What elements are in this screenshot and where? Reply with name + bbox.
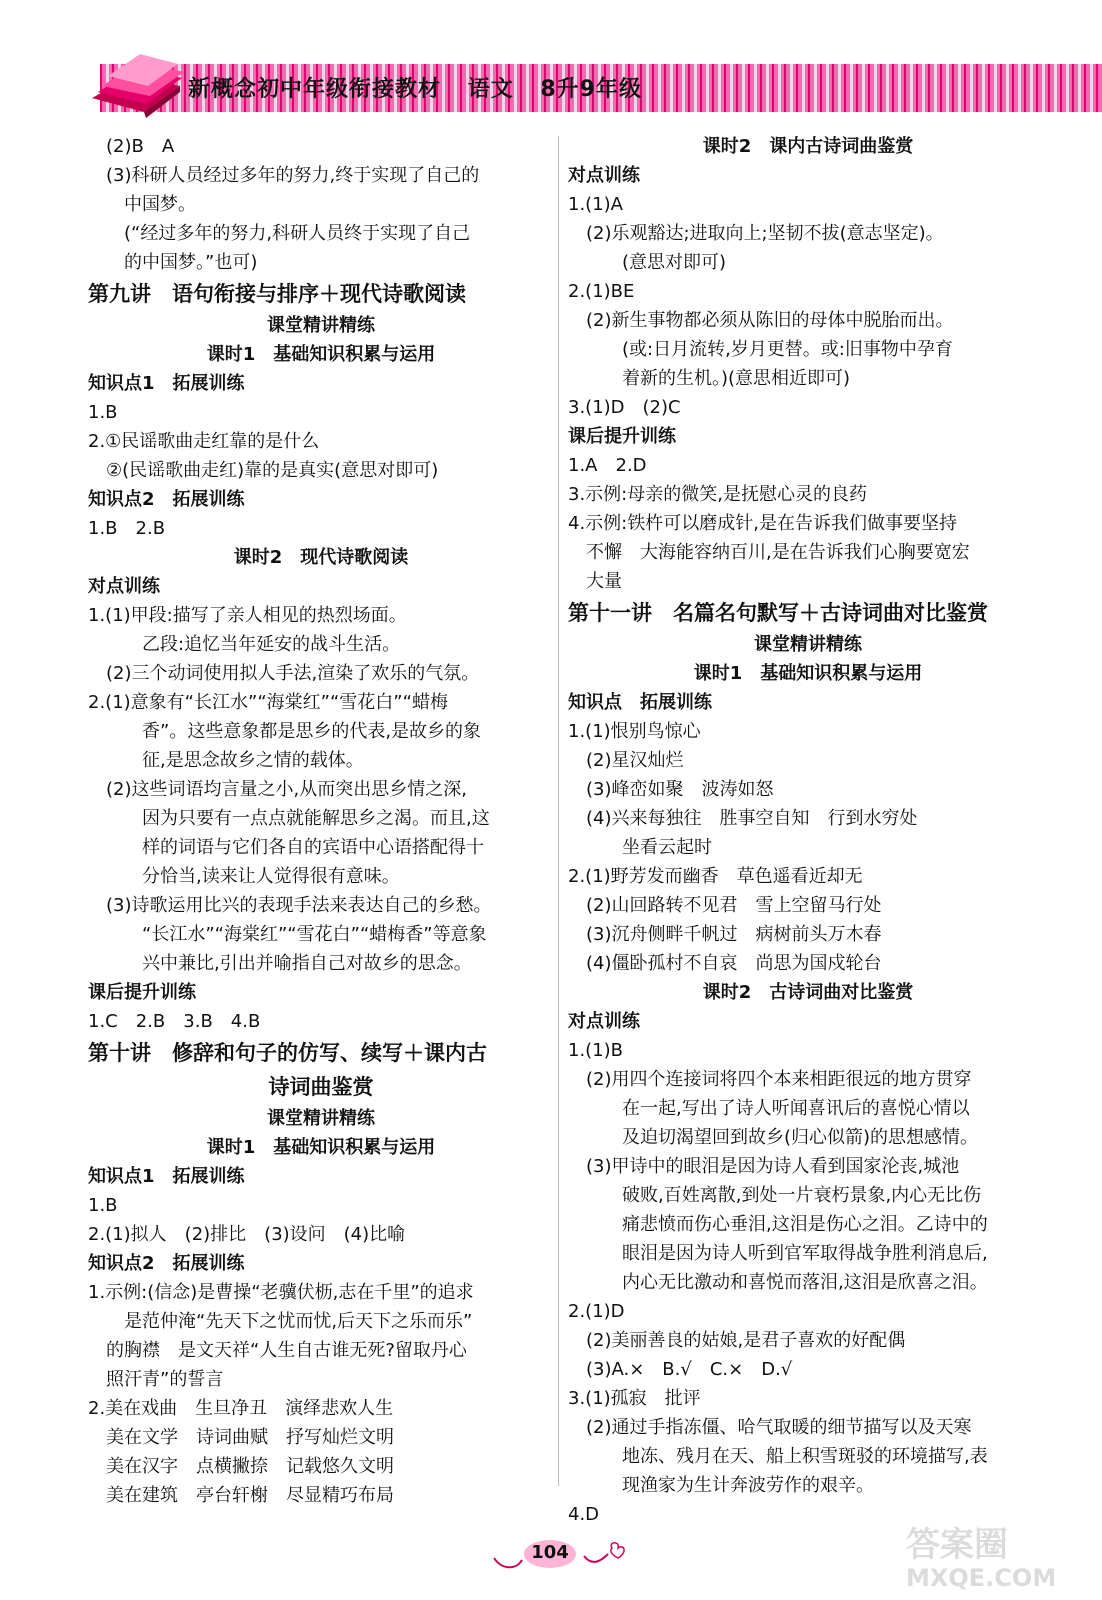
- answer-line: 是范仲淹“先天下之忧而忧,后天下之乐而乐”: [124, 1311, 473, 1332]
- header-title: [188, 72, 660, 103]
- answer-line: 在一起,写出了诗人听闻喜讯后的喜悦心情以: [622, 1098, 970, 1119]
- exercise-heading: 知识点2 拓展训练: [88, 489, 245, 510]
- answer-line: 1.(1)甲段:描写了亲人相见的热烈场面。: [88, 605, 407, 626]
- column-divider: [558, 136, 559, 1486]
- lecture-heading: 第十一讲 名篇名句默写＋古诗词曲对比鉴赏: [568, 601, 988, 625]
- answer-line: (2)星汉灿烂: [586, 750, 684, 771]
- answer-line: 坐看云起时: [622, 837, 712, 858]
- answer-line: 2.(1)野芳发而幽香 草色遥看近却无: [568, 866, 863, 887]
- answer-line: 1.(1)B: [568, 1040, 624, 1061]
- section-subheading: 课堂精讲精练: [267, 315, 375, 336]
- exercise-heading: 知识点 拓展训练: [568, 692, 712, 713]
- answer-line: 2.(1)D: [568, 1301, 625, 1322]
- exercise-heading: 知识点2 拓展训练: [88, 1253, 245, 1274]
- watermark-logo: [900, 1520, 1090, 1594]
- exercise-heading: 对点训练: [568, 1011, 640, 1032]
- answer-line: (2)新生事物都必须从陈旧的母体中脱胎而出。: [586, 310, 954, 331]
- lecture-heading: 诗词曲鉴赏: [268, 1075, 374, 1099]
- answer-line: (2)用四个连接词将四个本来相距很远的地方贯穿: [586, 1069, 972, 1090]
- page-number: 104: [531, 1542, 569, 1563]
- answer-line: 1.B 2.B: [88, 518, 166, 539]
- answer-line: 不懈 大海能容纳百川,是在告诉我们心胸要宽宏: [586, 542, 970, 563]
- exercise-heading: 知识点1 拓展训练: [88, 373, 245, 394]
- answer-line: 兴中兼比,引出并喻指自己对故乡的思念。: [142, 953, 472, 974]
- answer-line: 及迫切渴望回到故乡(归心似箭)的思想感情。: [622, 1127, 979, 1148]
- svg-text:MXQE.COM: MXQE.COM: [906, 1564, 1057, 1592]
- lecture-heading: 第九讲 语句衔接与排序＋现代诗歌阅读: [88, 282, 466, 306]
- answer-line: (“经过多年的努力,科研人员终于实现了自己: [124, 223, 471, 244]
- answer-line: 4.示例:铁杵可以磨成针,是在告诉我们做事要坚持: [568, 513, 957, 534]
- answer-line: 2.①民谣歌曲走红靠的是什么: [88, 431, 320, 452]
- section-subheading: 课堂精讲精练: [267, 1108, 375, 1129]
- section-subheading: 课时1 基础知识积累与运用: [206, 344, 436, 365]
- answer-line: 内心无比激动和喜悦而落泪,这泪是欣喜之泪。: [622, 1272, 988, 1293]
- answer-line: (2)山回路转不见君 雪上空留马行处: [586, 895, 882, 916]
- exercise-heading: 对点训练: [568, 165, 640, 186]
- section-subheading: 课时2 古诗词曲对比鉴赏: [702, 982, 914, 1003]
- answer-line: (3)峰峦如聚 波涛如怒: [586, 779, 774, 800]
- section-subheading: 课时2 课内古诗词曲鉴赏: [702, 136, 914, 157]
- answer-line: 着新的生机。)(意思相近即可): [622, 368, 851, 389]
- answer-line: 征,是思念故乡之情的载体。: [142, 750, 364, 771]
- answer-line: 破败,百姓离散,到处一片衰朽景象,内心无比伤: [622, 1185, 982, 1206]
- answer-line: 现渔家为生计奔波劳作的艰辛。: [622, 1475, 874, 1496]
- answer-line: (2)通过手指冻僵、哈气取暖的细节描写以及天寒: [586, 1417, 972, 1438]
- answer-line: 1.示例:(信念)是曹操“老骥伏枥,志在千里”的追求: [88, 1282, 474, 1303]
- book-series-title: 新概念初中年级衔接教材: [188, 77, 442, 102]
- answer-line: “长江水”“海棠红”“雪花白”“蜡梅香”等意象: [142, 924, 487, 945]
- answer-line: 4.D: [568, 1504, 600, 1525]
- answer-line: (3)A.× B.√ C.× D.√: [586, 1359, 793, 1380]
- right-column: [568, 132, 1048, 1529]
- answer-line: 分恰当,读来让人觉得很有意味。: [142, 866, 400, 887]
- answer-line: 2.美在戏曲 生旦净丑 演绎悲欢人生: [88, 1398, 394, 1419]
- answer-line: 乙段:追忆当年延安的战斗生活。: [142, 634, 401, 655]
- answer-line: 1.B: [88, 1195, 118, 1216]
- answer-line: 眼泪是因为诗人听到官军取得战争胜利消息后,: [622, 1243, 988, 1264]
- answer-line: 1.B: [88, 402, 118, 423]
- answer-line: (4)兴来每独往 胜事空自知 行到水穷处: [586, 808, 918, 829]
- section-subheading: 课时1 基础知识积累与运用: [206, 1137, 436, 1158]
- answer-line: (2)乐观豁达;进取向上;坚韧不拔(意志坚定)。: [586, 223, 944, 244]
- answer-line: (4)僵卧孤村不自哀 尚思为国戍轮台: [586, 953, 882, 974]
- answer-line: 3.(1)孤寂 批评: [568, 1388, 701, 1409]
- answer-line: 样的词语与它们各自的宾语中心语搭配得十: [142, 837, 484, 858]
- answer-line: 3.示例:母亲的微笑,是抚慰心灵的良药: [568, 484, 867, 505]
- lecture-heading: 第十讲 修辞和句子的仿写、续写＋课内古: [88, 1041, 487, 1065]
- section-subheading: 课堂精讲精练: [754, 634, 862, 655]
- answer-line: 照汗青”的誓言: [106, 1369, 224, 1390]
- answer-line: (意思对即可): [622, 252, 727, 273]
- answer-line: 香”。这些意象都是思乡的代表,是故乡的象: [142, 721, 482, 742]
- answer-line: (2)美丽善良的姑娘,是君子喜欢的好配偶: [586, 1330, 906, 1351]
- answer-line: 1.(1)恨别鸟惊心: [568, 721, 701, 742]
- left-column: [88, 132, 554, 1510]
- answer-line: 地冻、残月在天、船上积雪斑驳的环境描写,表: [622, 1446, 988, 1467]
- answer-line: (3)沉舟侧畔千帆过 病树前头万木春: [586, 924, 882, 945]
- answer-line: 2.(1)意象有“长江水”“海棠红”“雪花白”“蜡梅: [88, 692, 448, 713]
- answer-line: 痛悲愤而伤心垂泪,这泪是伤心之泪。乙诗中的: [622, 1214, 988, 1235]
- svg-text:答案圈: 答案圈: [906, 1525, 1008, 1565]
- answer-line: (2)B A: [106, 136, 175, 157]
- answer-line: 中国梦。: [124, 194, 196, 215]
- answer-line: 2.(1)拟人 (2)排比 (3)设问 (4)比喻: [88, 1224, 406, 1245]
- section-subheading: 课时2 现代诗歌阅读: [233, 547, 409, 568]
- answer-line: 的胸襟 是文天祥“人生自古谁无死?留取丹心: [106, 1340, 467, 1361]
- answer-line: 3.(1)D (2)C: [568, 397, 681, 418]
- answer-line: 的中国梦。”也可): [124, 252, 258, 273]
- answer-line: (3)诗歌运用比兴的表现手法来表达自己的乡愁。: [106, 895, 492, 916]
- answer-line: 美在文学 诗词曲赋 抒写灿烂文明: [106, 1427, 394, 1448]
- section-subheading: 课时1 基础知识积累与运用: [693, 663, 923, 684]
- grade-label: 8升9年级: [540, 77, 642, 102]
- answer-line: 因为只要有一点点就能解思乡之渴。而且,这: [142, 808, 490, 829]
- exercise-heading: 对点训练: [88, 576, 160, 597]
- answer-line: 2.(1)BE: [568, 281, 635, 302]
- exercise-heading: 知识点1 拓展训练: [88, 1166, 245, 1187]
- answer-line: 美在汉字 点横撇捺 记载悠久文明: [106, 1456, 394, 1477]
- answer-line: 1.A 2.D: [568, 455, 647, 476]
- answer-line: (3)甲诗中的眼泪是因为诗人看到国家沦丧,城池: [586, 1156, 960, 1177]
- book-logo-icon: [88, 46, 188, 122]
- exercise-heading: 课后提升训练: [568, 426, 676, 447]
- exercise-heading: 课后提升训练: [88, 982, 196, 1003]
- subject-label: 语文: [467, 77, 514, 102]
- answer-line: 1.C 2.B 3.B 4.B: [88, 1011, 261, 1032]
- answer-line: ②(民谣歌曲走红)靠的是真实(意思对即可): [106, 460, 439, 481]
- answer-line: (或:日月流转,岁月更替。或:旧事物中孕育: [622, 339, 953, 360]
- answer-line: (3)科研人员经过多年的努力,终于实现了自己的: [106, 165, 480, 186]
- answer-line: 大量: [586, 571, 622, 592]
- answer-line: 美在建筑 亭台轩榭 尽显精巧布局: [106, 1485, 394, 1506]
- answer-line: (2)这些词语均言量之小,从而突出思乡情之深,: [106, 779, 467, 800]
- answer-line: 1.(1)A: [568, 194, 623, 215]
- answer-line: (2)三个动词使用拟人手法,渲染了欢乐的气氛。: [106, 663, 480, 684]
